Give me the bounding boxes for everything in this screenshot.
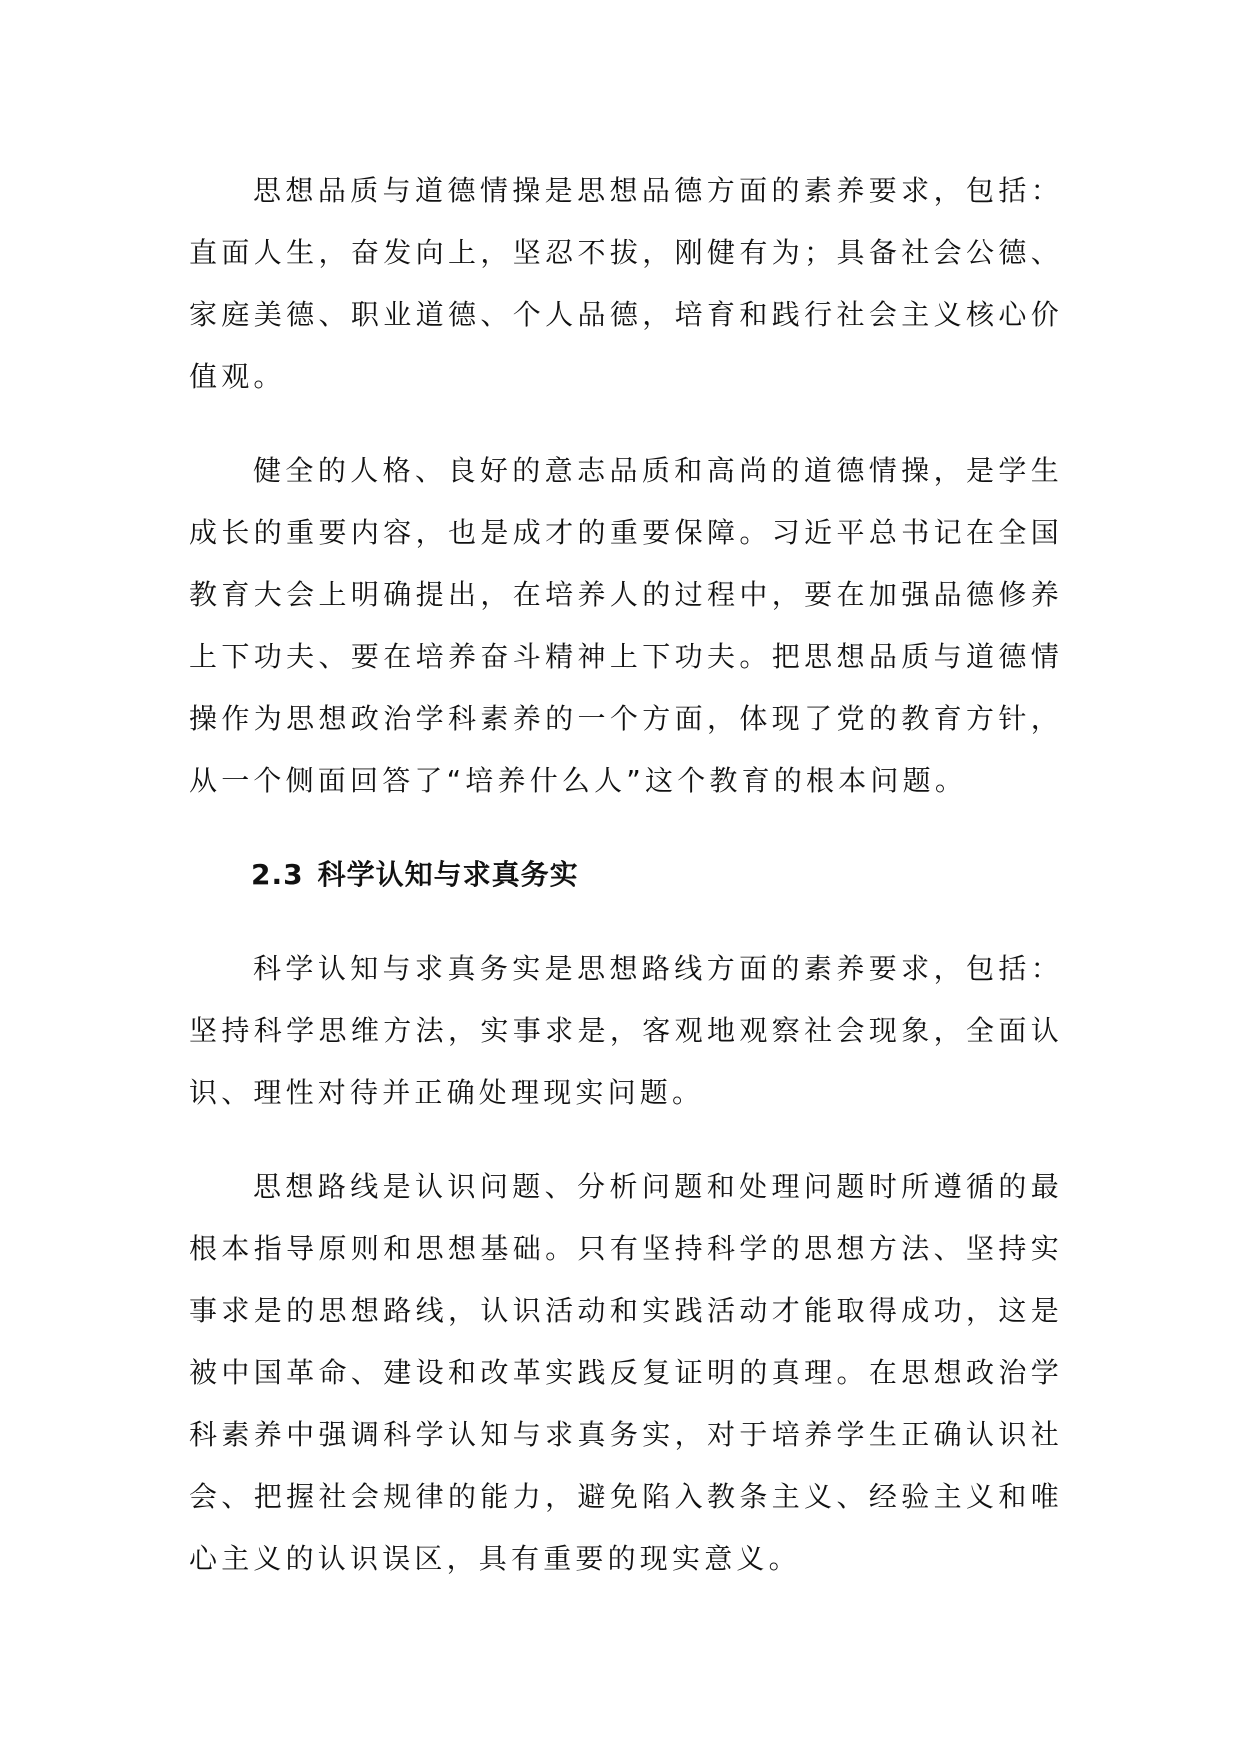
paragraph-ideological-line: 思想路线是认识问题、分析问题和处理问题时所遵循的最根本指导原则和思想基础。只有坚持科学的思想方法、坚持实事求是的思想路线，认识活动和实践活动才能取得成功，这是被中国革命、建设和改革实践反复证明的真理。在思想政治学科素养中强调科学认知与求真务实，对于培养学生正确认识社会、把握社会规律的能力，避免陷入教条主义、经验主义和唯心主义的认识误区，具有重要的现实意义。 <box>189 1170 1063 1575</box>
section-heading <box>189 844 1063 906</box>
paragraph-scientific-cognition: 科学认知与求真务实是思想路线方面的素养要求，包括：坚持科学思维方法，实事求是，客观地观察社会现象，全面认识、理性对待并正确处理现实问题。 <box>189 952 1063 1109</box>
section-number: 2.3 <box>251 858 304 891</box>
paragraph-moral-quality: 思想品质与道德情操是思想品德方面的素养要求，包括：直面人生，奋发向上，坚忍不拔，刚健有为；具备社会公德、家庭美德、职业道德、个人品德，培育和践行社会主义核心价值观。 <box>189 174 1063 393</box>
body-text <box>189 160 1063 1590</box>
paragraph-character-importance: 健全的人格、良好的意志品质和高尚的道德情操，是学生成长的重要内容，也是成才的重要保障。习近平总书记在全国教育大会上明确提出，在培养人的过程中，要在加强品德修养上下功夫、要在培养奋斗精神上下功夫。把思想品质与道德情操作为思想政治学科素养的一个方面，体现了党的教育方针，从一个侧面回答了“培养什么人”这个教育的根本问题。 <box>189 454 1063 797</box>
section-title: 科学认知与求真务实 <box>317 858 579 891</box>
